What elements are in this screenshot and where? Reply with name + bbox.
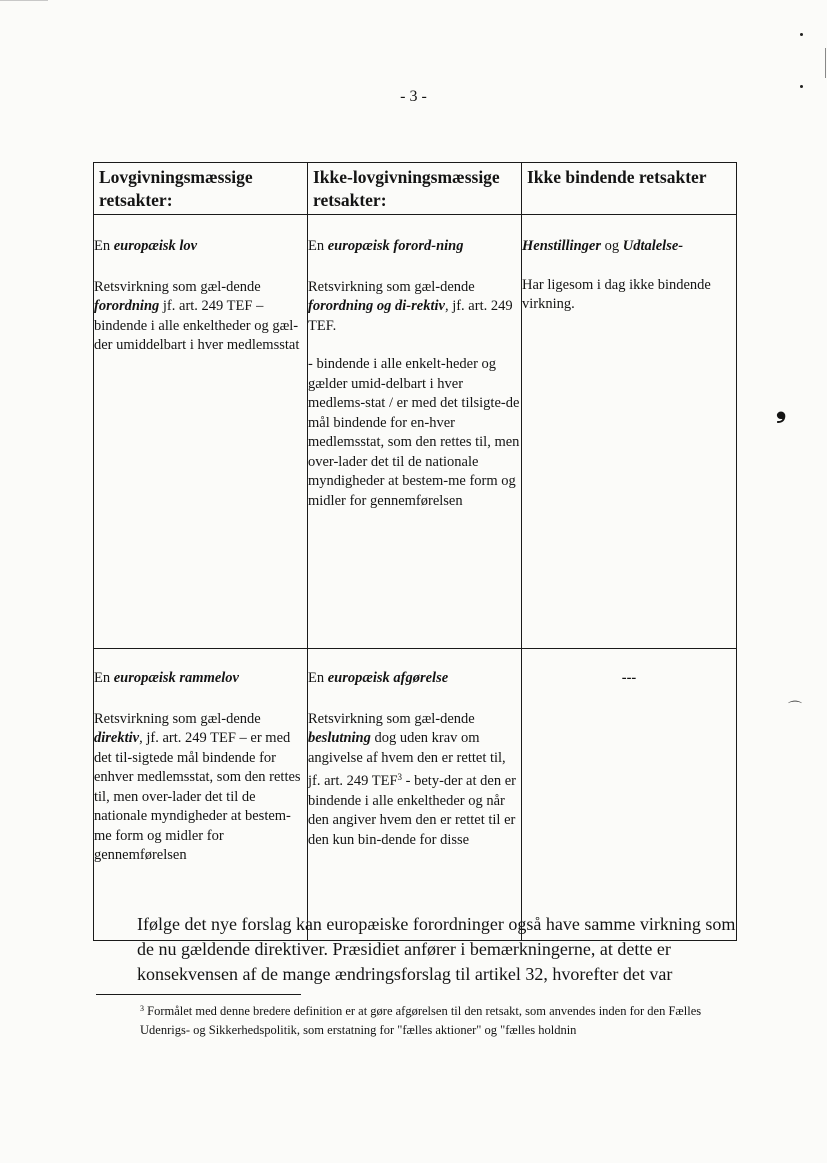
table-row [94, 215, 737, 649]
cell-title: Henstillinger og Udtalelse- [522, 238, 684, 254]
scan-speck [800, 33, 803, 36]
body-paragraph: Ifølge det nye forslag kan europæiske forordninger også have samme virkning som de nu gældende direktiver. Præsidiet anfører i bemærkningerne, at dette er konsekvensen af de mange ændringsforslag til artikel 32, hvorefter det var [137, 914, 736, 984]
page-number: - 3 - [400, 88, 427, 105]
footnote [140, 999, 740, 1040]
cell-title: En europæisk lov [94, 238, 198, 254]
footnote-reference[interactable]: 3 [397, 772, 403, 782]
cell-title: En europæisk afgørelse [308, 670, 449, 686]
table-header-row [94, 163, 737, 215]
cell-body: Retsvirkning som gæl-dende beslutning dog uden krav om angivelse af hvem den er rettet til, jf. art. 249 TEF$^3$ - bety-der at den er bindende i alle enkeltheder og når den angiver hvem den er rettet til er den kun bin-dende for disse [308, 710, 516, 848]
header-non-legislative-acts: Ikke-lovgivningsmæssige retsakter: [308, 163, 522, 215]
legal-acts-table [93, 162, 737, 941]
cell-empty-marker [522, 649, 737, 941]
cell-european-law [94, 215, 308, 649]
cell-body: Har ligesom i dag ikke bindende virkning. [522, 276, 711, 312]
scan-mark-icon: ⌒ [788, 701, 802, 717]
header-non-binding-acts: Ikke bindende retsakter [522, 163, 737, 215]
footnote-number: 3 [140, 1004, 144, 1013]
cell-body-detail: - bindende i alle enkelt-heder og gælder umid-delbart i hver medlems-stat / er med det tilsigte-de mål bindende for en-hver medlemsstat, som den rettes til, men over-lader det til de nationale myndigheder at bestem-me form og midler for gennemførelsen [308, 356, 520, 509]
cell-title: En europæisk forord-ning [308, 238, 464, 254]
cell-title: En europæisk rammelov [94, 670, 239, 686]
cell-body: Retsvirkning som gæl-dende forordning og di-rektiv, jf. art. 249 TEF. [308, 278, 513, 334]
footnote-text: Formålet med denne bredere definition er at gøre afgørelsen til den retsakt, som anvendes inden for den Fælles Udenrigs- og Sikkerhedspolitik, som erstatning for "fælles aktioner" og "fælles holdnin [140, 1004, 702, 1037]
scan-artifact-line [0, 0, 48, 1]
cell-body: Retsvirkning som gæl-dende direktiv, jf. art. 249 TEF – er med det til-sigtede mål bindende for enhver medlemsstat, som den rettes til, men over-lader det til de nationale myndigheder at bestem-me form og midler for gennemførelsen [94, 710, 301, 863]
table-row [94, 649, 737, 941]
cell-european-framework-law [94, 649, 308, 941]
header-legislative-acts: Lovgivningsmæssige retsakter: [94, 163, 308, 215]
cell-recommendations [522, 215, 737, 649]
cell-body: Retsvirkning som gæl-dende forordning jf. art. 249 TEF – bindende i alle enkeltheder og gæl-der umiddelbart i hver medlemsstat [94, 278, 300, 353]
cell-european-decision [308, 649, 522, 941]
punch-hole-mark-icon: ❟ [776, 394, 787, 424]
footnote-separator [96, 994, 301, 995]
cell-european-regulation [308, 215, 522, 649]
cell-body: --- [621, 670, 637, 686]
scan-edge-mark [825, 48, 826, 78]
